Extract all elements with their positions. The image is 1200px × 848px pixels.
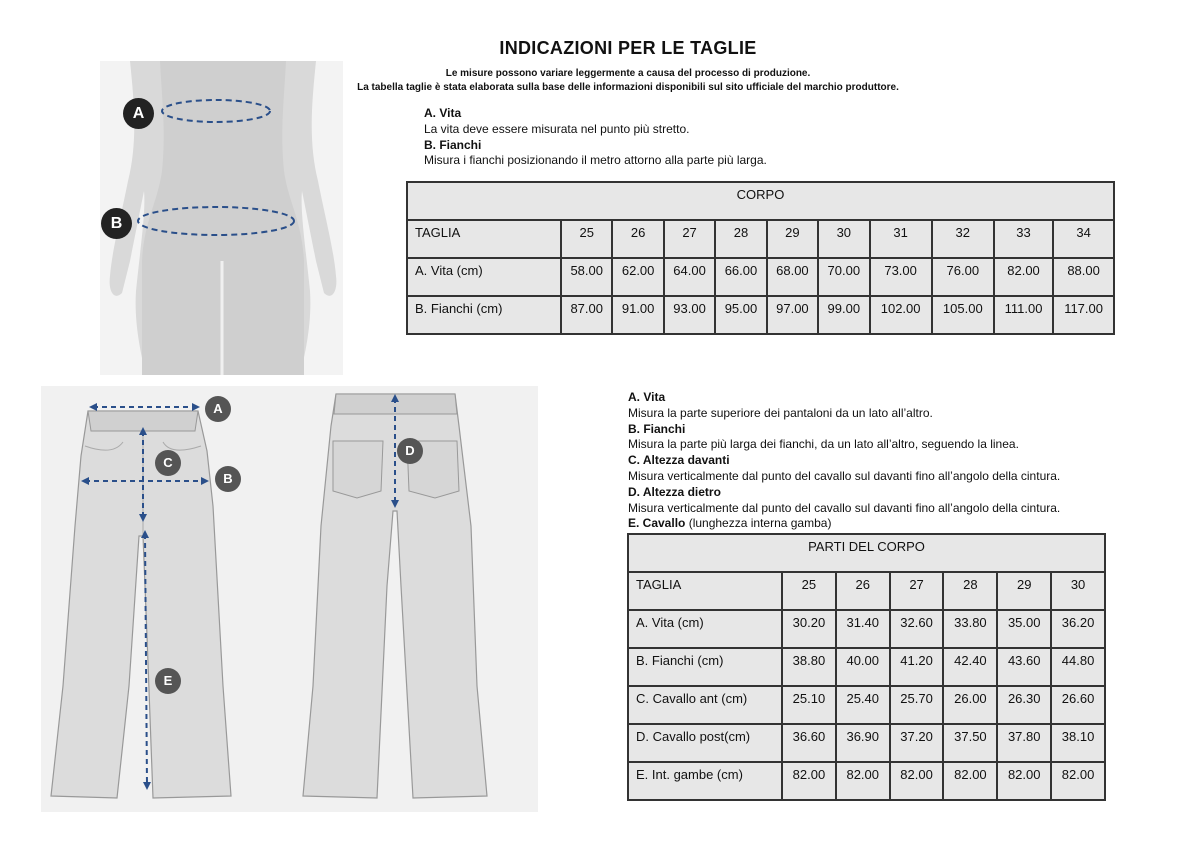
row-label-cell: C. Cavallo ant (cm): [628, 686, 782, 724]
table-row: [407, 296, 1114, 334]
garment-c-text: Misura verticalmente dal punto del cavallo sul davanti fino all’angolo della cintura.: [628, 468, 1061, 483]
marker-b-badge: B: [101, 208, 132, 239]
body-notes: [424, 106, 767, 169]
value-cell: 76.00: [932, 258, 994, 296]
size-cell: 26: [836, 572, 890, 610]
value-cell: 37.80: [997, 724, 1051, 762]
value-cell: 93.00: [664, 296, 715, 334]
jeans-marker-c: C: [155, 450, 181, 476]
row-label-cell: A. Vita (cm): [407, 258, 561, 296]
value-cell: 42.40: [943, 648, 997, 686]
garment-a-title: A. Vita: [628, 390, 666, 404]
size-cell: 25: [561, 220, 612, 258]
size-cell: 34: [1053, 220, 1114, 258]
value-cell: 43.60: [997, 648, 1051, 686]
size-cell: 33: [994, 220, 1053, 258]
value-cell: 25.10: [782, 686, 836, 724]
value-cell: 25.70: [890, 686, 944, 724]
body-size-table: [406, 181, 1115, 335]
value-cell: 37.20: [890, 724, 944, 762]
value-cell: 36.90: [836, 724, 890, 762]
value-cell: 91.00: [612, 296, 663, 334]
value-cell: 36.20: [1051, 610, 1105, 648]
value-cell: 25.40: [836, 686, 890, 724]
garment-d-title: D. Altezza dietro: [628, 484, 721, 499]
value-cell: 99.00: [818, 296, 869, 334]
value-cell: 62.00: [612, 258, 663, 296]
header-label-cell: TAGLIA: [628, 572, 782, 610]
value-cell: 32.60: [890, 610, 944, 648]
header-label-cell: TAGLIA: [407, 220, 561, 258]
table-caption: PARTI DEL CORPO: [628, 534, 1105, 572]
table-header-row: [628, 572, 1105, 610]
value-cell: 26.30: [997, 686, 1051, 724]
size-cell: 28: [943, 572, 997, 610]
jeans-marker-b: B: [215, 466, 241, 492]
row-label-cell: B. Fianchi (cm): [407, 296, 561, 334]
value-cell: 26.60: [1051, 686, 1105, 724]
jeans-marker-a: A: [205, 396, 231, 422]
garment-d-text: Misura verticalmente dal punto del cavallo sul davanti fino all’angolo della cintura.: [628, 500, 1061, 515]
garment-b-text: Misura la parte più larga dei fianchi, da un lato all’altro, seguendo la linea.: [628, 437, 1019, 452]
value-cell: 58.00: [561, 258, 612, 296]
size-cell: 27: [890, 572, 944, 610]
jeans-measurement-figure: [41, 386, 538, 812]
table-row: [628, 686, 1105, 724]
size-cell: 27: [664, 220, 715, 258]
value-cell: 82.00: [994, 258, 1053, 296]
size-cell: 30: [1051, 572, 1105, 610]
value-cell: 82.00: [782, 762, 836, 800]
garment-size-table: [627, 533, 1106, 801]
row-label-cell: E. Int. gambe (cm): [628, 762, 782, 800]
garment-c-title: C. Altezza davanti: [628, 453, 730, 468]
value-cell: 38.10: [1051, 724, 1105, 762]
value-cell: 35.00: [997, 610, 1051, 648]
table-row: [628, 724, 1105, 762]
value-cell: 82.00: [836, 762, 890, 800]
table-row: [628, 610, 1105, 648]
value-cell: 66.00: [715, 258, 766, 296]
value-cell: 117.00: [1053, 296, 1114, 334]
value-cell: 105.00: [932, 296, 994, 334]
value-cell: 44.80: [1051, 648, 1105, 686]
size-cell: 30: [818, 220, 869, 258]
value-cell: 37.50: [943, 724, 997, 762]
value-cell: 36.60: [782, 724, 836, 762]
value-cell: 38.80: [782, 648, 836, 686]
value-cell: 33.80: [943, 610, 997, 648]
note-a-title: A. Vita: [424, 106, 462, 120]
note-a-text: La vita deve essere misurata nel punto più stretto.: [424, 121, 690, 136]
value-cell: 82.00: [997, 762, 1051, 800]
value-cell: 73.00: [870, 258, 932, 296]
table-row: [628, 648, 1105, 686]
jeans-illustration: [41, 386, 538, 812]
jeans-marker-e: E: [155, 668, 181, 694]
value-cell: 102.00: [870, 296, 932, 334]
size-cell: 29: [767, 220, 818, 258]
note-b-title: B. Fianchi: [424, 137, 482, 152]
value-cell: 30.20: [782, 610, 836, 648]
table-header-row: [407, 220, 1114, 258]
size-cell: 32: [932, 220, 994, 258]
subtitle-line-2: La tabella taglie è stata elaborata sulla base delle informazioni disponibili sul sito ufficiale del marchio produttore.: [357, 82, 899, 93]
garment-notes: [628, 390, 1060, 532]
value-cell: 26.00: [943, 686, 997, 724]
value-cell: 82.00: [943, 762, 997, 800]
jeans-marker-d: D: [397, 438, 423, 464]
subtitle-line-1: Le misure possono variare leggermente a causa del processo di produzione.: [445, 68, 811, 79]
garment-e-title: E. Cavallo: [628, 516, 686, 531]
value-cell: 82.00: [1051, 762, 1105, 800]
marker-a-badge: A: [123, 98, 154, 129]
row-label-cell: B. Fianchi (cm): [628, 648, 782, 686]
page-title: INDICAZIONI PER LE TAGLIE: [499, 38, 757, 58]
value-cell: 97.00: [767, 296, 818, 334]
table-caption: CORPO: [407, 182, 1114, 220]
size-cell: 26: [612, 220, 663, 258]
size-cell: 29: [997, 572, 1051, 610]
value-cell: 31.40: [836, 610, 890, 648]
size-cell: 31: [870, 220, 932, 258]
garment-a-text: Misura la parte superiore dei pantaloni da un lato all’altro.: [628, 405, 933, 420]
value-cell: 70.00: [818, 258, 869, 296]
value-cell: 40.00: [836, 648, 890, 686]
size-cell: 28: [715, 220, 766, 258]
value-cell: 68.00: [767, 258, 818, 296]
row-label-cell: A. Vita (cm): [628, 610, 782, 648]
note-b-text: Misura i fianchi posizionando il metro attorno alla parte più larga.: [424, 153, 767, 168]
table-row: [628, 762, 1105, 800]
garment-b-title: B. Fianchi: [628, 421, 686, 436]
value-cell: 41.20: [890, 648, 944, 686]
size-cell: 25: [782, 572, 836, 610]
value-cell: 111.00: [994, 296, 1053, 334]
row-label-cell: D. Cavallo post(cm): [628, 724, 782, 762]
table-row: [407, 258, 1114, 296]
value-cell: 82.00: [890, 762, 944, 800]
garment-e-text: (lunghezza interna gamba): [685, 516, 832, 531]
value-cell: 95.00: [715, 296, 766, 334]
value-cell: 64.00: [664, 258, 715, 296]
value-cell: 87.00: [561, 296, 612, 334]
value-cell: 88.00: [1053, 258, 1114, 296]
